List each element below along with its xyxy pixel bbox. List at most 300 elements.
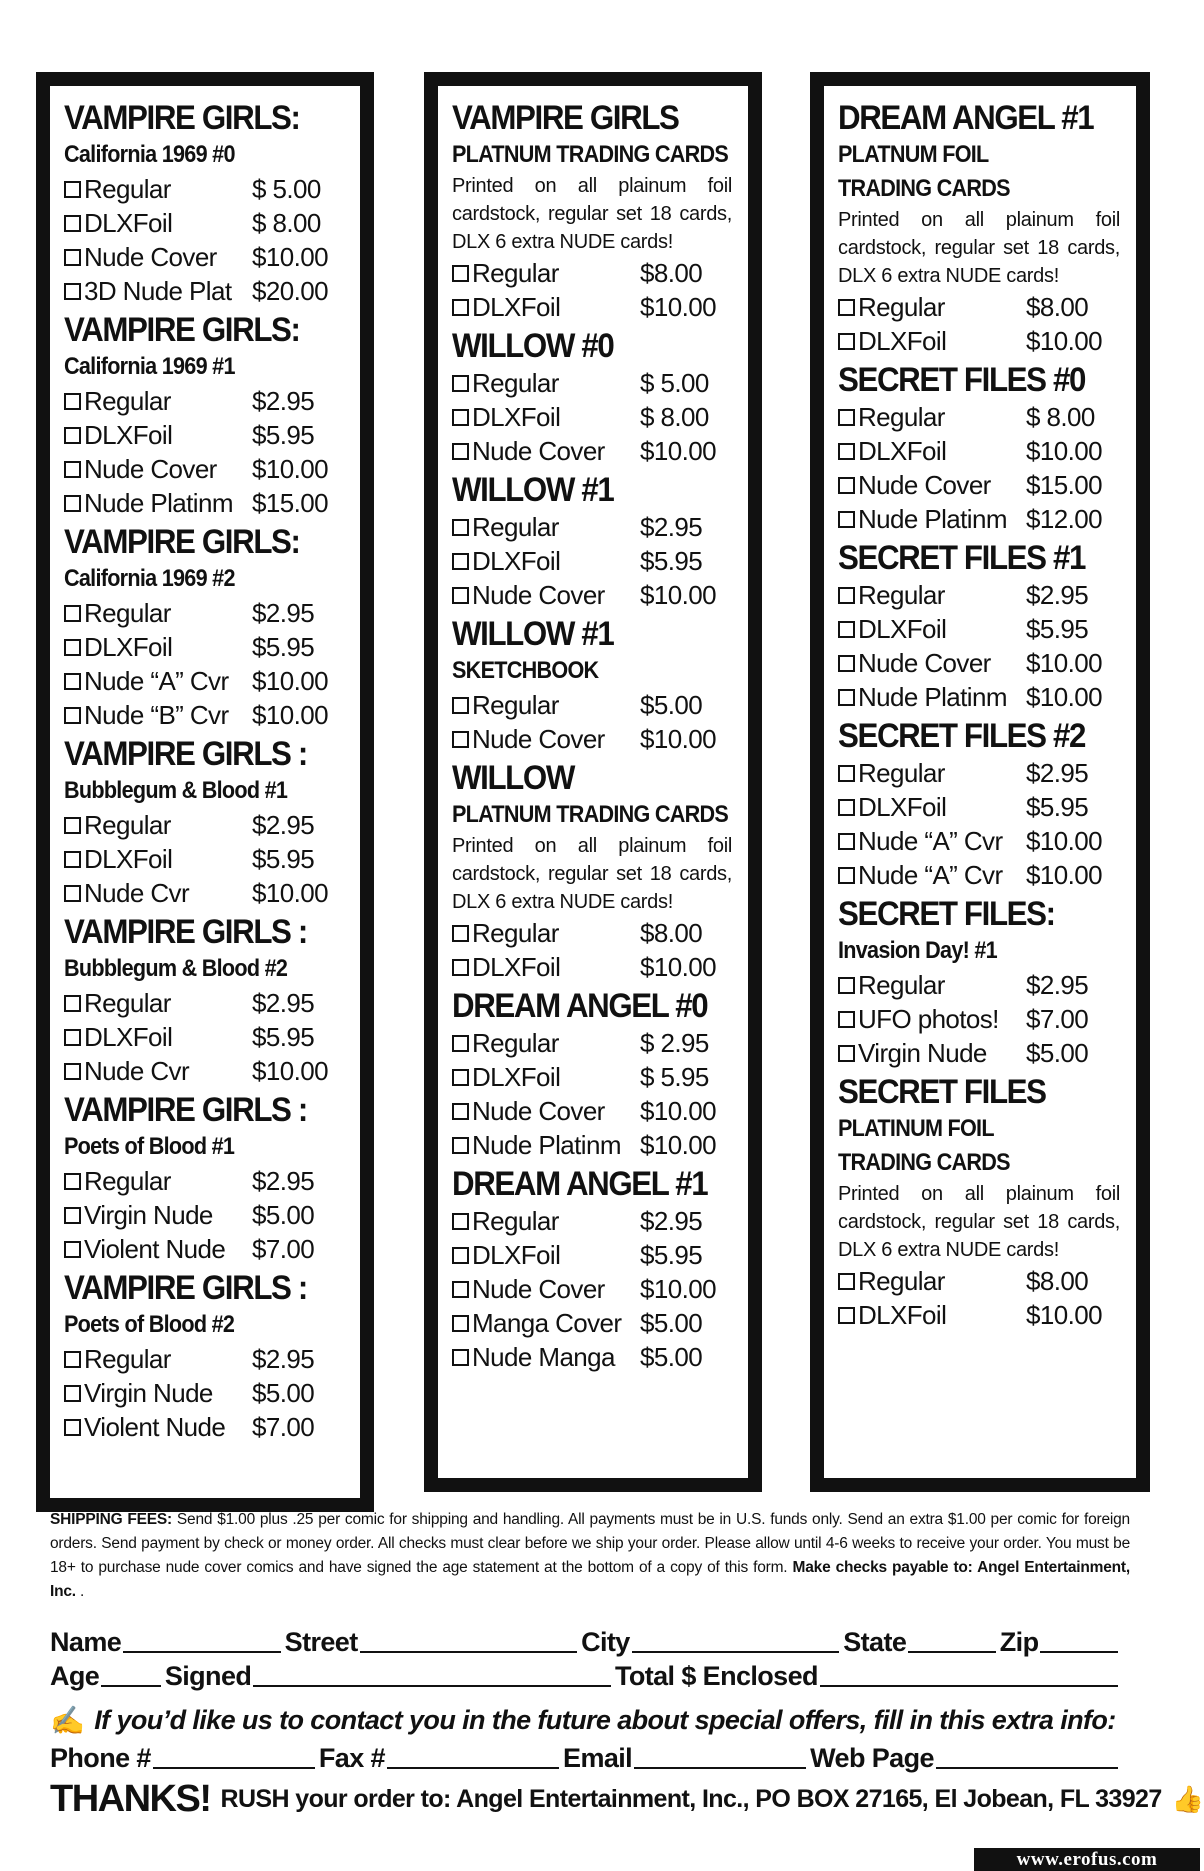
order-column-1 bbox=[36, 72, 374, 1512]
section-subtitle: PLATNUM TRADING CARDS bbox=[452, 801, 729, 828]
order-item bbox=[838, 324, 1122, 358]
checkbox-icon[interactable] bbox=[64, 851, 81, 868]
checkbox-icon[interactable] bbox=[838, 867, 855, 884]
order-item bbox=[452, 688, 734, 722]
order-item bbox=[838, 1036, 1122, 1070]
order-item bbox=[838, 756, 1122, 790]
item-label: Regular bbox=[84, 385, 171, 416]
form-row-address bbox=[50, 1622, 1122, 1658]
order-item bbox=[64, 240, 346, 274]
item-price: $10.00 bbox=[1026, 647, 1102, 678]
item-label: Virgin Nude bbox=[84, 1199, 213, 1230]
thanks-heading: THANKS! bbox=[50, 1778, 211, 1820]
item-price: $15.00 bbox=[1026, 469, 1102, 500]
checkbox-icon[interactable] bbox=[64, 215, 81, 232]
order-item bbox=[64, 986, 346, 1020]
checkbox-icon[interactable] bbox=[838, 765, 855, 782]
item-price: $10.00 bbox=[1026, 325, 1102, 356]
item-label: Nude Cover bbox=[858, 647, 991, 678]
order-item bbox=[838, 434, 1122, 468]
item-label: Regular bbox=[858, 291, 945, 322]
item-price: $10.00 bbox=[640, 723, 716, 754]
order-item bbox=[452, 256, 734, 290]
section-title: VAMPIRE GIRLS : bbox=[64, 735, 307, 773]
item-price: $5.00 bbox=[1026, 1037, 1089, 1068]
item-price: $2.95 bbox=[1026, 579, 1089, 610]
checkbox-icon[interactable] bbox=[838, 833, 855, 850]
special-offers-prompt bbox=[50, 1704, 1130, 1737]
checkbox-icon[interactable] bbox=[64, 427, 81, 444]
order-item bbox=[64, 452, 346, 486]
checkbox-icon[interactable] bbox=[64, 1241, 81, 1258]
checkbox-icon[interactable] bbox=[838, 587, 855, 604]
item-label: Regular bbox=[858, 579, 945, 610]
checkbox-icon[interactable] bbox=[64, 283, 81, 300]
section-title: VAMPIRE GIRLS: bbox=[64, 99, 300, 137]
item-label: UFO photos! bbox=[858, 1003, 999, 1034]
product-section bbox=[838, 360, 1122, 536]
checkbox-icon[interactable] bbox=[64, 1063, 81, 1080]
section-title: SECRET FILES: bbox=[838, 895, 1055, 933]
street-field[interactable] bbox=[360, 1651, 578, 1653]
item-label: Nude Platinm bbox=[84, 487, 233, 518]
order-item bbox=[838, 502, 1122, 536]
checkbox-icon[interactable] bbox=[452, 1281, 469, 1298]
checkbox-icon[interactable] bbox=[64, 1207, 81, 1224]
section-subtitle: PLATNUM TRADING CARDS bbox=[452, 141, 729, 168]
checkbox-icon[interactable] bbox=[838, 1045, 855, 1062]
item-price: $8.00 bbox=[1026, 291, 1089, 322]
item-price: $5.00 bbox=[640, 689, 703, 720]
checkbox-icon[interactable] bbox=[64, 1351, 81, 1368]
order-item bbox=[64, 876, 346, 910]
item-price: $5.95 bbox=[252, 419, 315, 450]
item-price: $2.95 bbox=[1026, 969, 1089, 1000]
item-label: Nude Cvr bbox=[84, 877, 190, 908]
item-label: Regular bbox=[472, 1027, 559, 1058]
mailing-address: RUSH your order to: Angel Entertainment, Inc., PO BOX 27165, El Jobean, FL 33927 bbox=[220, 1785, 1162, 1813]
item-price: $ 5.95 bbox=[640, 1061, 709, 1092]
item-price: $ 8.00 bbox=[252, 207, 321, 238]
order-item bbox=[838, 968, 1122, 1002]
web-page-field[interactable] bbox=[936, 1767, 1118, 1769]
item-price: $10.00 bbox=[252, 877, 328, 908]
checkbox-icon[interactable] bbox=[64, 1173, 81, 1190]
fax-label: Fax # bbox=[318, 1743, 385, 1773]
section-title: WILLOW bbox=[452, 759, 575, 797]
item-price: $10.00 bbox=[252, 241, 328, 272]
item-price: $10.00 bbox=[640, 1129, 716, 1160]
checkbox-icon[interactable] bbox=[452, 265, 469, 282]
form-row-signature bbox=[50, 1656, 1122, 1692]
item-label: Nude Cover bbox=[472, 1095, 605, 1126]
section-subtitle: Bubblegum & Blood #2 bbox=[64, 955, 288, 982]
order-item bbox=[452, 1340, 734, 1374]
item-price: $ 2.95 bbox=[640, 1027, 709, 1058]
item-label: Nude Cover bbox=[472, 579, 605, 610]
product-section bbox=[64, 98, 346, 308]
order-column-2 bbox=[424, 72, 762, 1492]
section-subtitle: PLATNUM FOIL bbox=[838, 141, 989, 168]
checkbox-icon[interactable] bbox=[64, 673, 81, 690]
phone-field[interactable] bbox=[153, 1767, 315, 1769]
item-price: $7.00 bbox=[1026, 1003, 1089, 1034]
item-label: Regular bbox=[84, 809, 171, 840]
shipping-tail: . bbox=[75, 1583, 85, 1600]
product-section bbox=[452, 326, 734, 468]
item-price: $15.00 bbox=[252, 487, 328, 518]
order-item bbox=[452, 1060, 734, 1094]
checkbox-icon[interactable] bbox=[838, 977, 855, 994]
order-item bbox=[452, 510, 734, 544]
item-price: $ 8.00 bbox=[1026, 401, 1095, 432]
section-title: VAMPIRE GIRLS : bbox=[64, 913, 307, 951]
order-item bbox=[452, 950, 734, 984]
checkbox-icon[interactable] bbox=[64, 817, 81, 834]
checkbox-icon[interactable] bbox=[64, 995, 81, 1012]
item-label: Regular bbox=[84, 987, 171, 1018]
checkbox-icon[interactable] bbox=[452, 553, 469, 570]
checkbox-icon[interactable] bbox=[452, 731, 469, 748]
product-section bbox=[452, 1164, 734, 1374]
section-subtitle: California 1969 #0 bbox=[64, 141, 235, 168]
product-section bbox=[838, 716, 1122, 892]
checkbox-icon[interactable] bbox=[64, 461, 81, 478]
item-label: DLXFoil bbox=[84, 419, 173, 450]
product-section bbox=[452, 98, 734, 324]
item-label: Nude Cover bbox=[472, 435, 605, 466]
item-label: Regular bbox=[472, 689, 559, 720]
product-section bbox=[64, 1268, 346, 1444]
order-item bbox=[64, 664, 346, 698]
item-label: Nude Platinm bbox=[472, 1129, 621, 1160]
item-price: $10.00 bbox=[640, 435, 716, 466]
checkbox-icon[interactable] bbox=[838, 443, 855, 460]
checkbox-icon[interactable] bbox=[838, 333, 855, 350]
product-section bbox=[838, 894, 1122, 1070]
item-label: Nude Cover bbox=[472, 1273, 605, 1304]
item-price: $5.95 bbox=[1026, 791, 1089, 822]
item-price: $7.00 bbox=[252, 1411, 315, 1442]
item-price: $5.00 bbox=[640, 1341, 703, 1372]
watermark-bar bbox=[974, 1848, 1200, 1871]
product-section bbox=[452, 470, 734, 612]
item-label: Nude Manga bbox=[472, 1341, 615, 1372]
checkbox-icon[interactable] bbox=[64, 495, 81, 512]
checkbox-icon[interactable] bbox=[838, 409, 855, 426]
checkbox-icon[interactable] bbox=[838, 1011, 855, 1028]
city-field[interactable] bbox=[632, 1651, 840, 1653]
order-item bbox=[64, 1020, 346, 1054]
checkbox-icon[interactable] bbox=[838, 1273, 855, 1290]
checkbox-icon[interactable] bbox=[452, 1137, 469, 1154]
section-subtitle: California 1969 #1 bbox=[64, 353, 235, 380]
item-label: Nude Cvr bbox=[84, 1055, 190, 1086]
item-label: Nude Platinm bbox=[858, 503, 1007, 534]
item-label: DLXFoil bbox=[472, 545, 561, 576]
item-price: $5.00 bbox=[252, 1377, 315, 1408]
item-price: $2.95 bbox=[252, 385, 315, 416]
item-price: $2.95 bbox=[252, 1343, 315, 1374]
checkbox-icon[interactable] bbox=[838, 655, 855, 672]
fax-field[interactable] bbox=[387, 1767, 559, 1769]
item-price: $10.00 bbox=[252, 453, 328, 484]
order-item bbox=[838, 290, 1122, 324]
item-label: Nude Cover bbox=[472, 723, 605, 754]
item-price: $5.95 bbox=[1026, 613, 1089, 644]
item-price: $10.00 bbox=[1026, 435, 1102, 466]
checkbox-icon[interactable] bbox=[452, 1247, 469, 1264]
item-price: $10.00 bbox=[640, 1273, 716, 1304]
item-price: $5.95 bbox=[640, 545, 703, 576]
item-price: $7.00 bbox=[252, 1233, 315, 1264]
special-offers-text: If you’d like us to contact you in the future about special offers, fill in this extra info: bbox=[94, 1705, 1116, 1735]
order-item bbox=[452, 1306, 734, 1340]
item-price: $5.00 bbox=[252, 1199, 315, 1230]
section-title: WILLOW #0 bbox=[452, 327, 614, 365]
order-item bbox=[452, 1026, 734, 1060]
checkbox-icon[interactable] bbox=[64, 1029, 81, 1046]
checkbox-icon[interactable] bbox=[452, 1069, 469, 1086]
order-item bbox=[452, 1128, 734, 1162]
product-section bbox=[64, 912, 346, 1088]
product-section bbox=[838, 538, 1122, 714]
order-item bbox=[64, 596, 346, 630]
age-field[interactable] bbox=[101, 1685, 161, 1687]
checkbox-icon[interactable] bbox=[452, 587, 469, 604]
order-item bbox=[64, 1054, 346, 1088]
order-item bbox=[838, 790, 1122, 824]
order-item bbox=[64, 206, 346, 240]
order-item bbox=[64, 1342, 346, 1376]
checkbox-icon[interactable] bbox=[64, 885, 81, 902]
item-label: Nude “A” Cvr bbox=[858, 859, 1003, 890]
checkbox-icon[interactable] bbox=[838, 1307, 855, 1324]
item-label: Regular bbox=[472, 511, 559, 542]
section-subtitle: TRADING CARDS bbox=[838, 1149, 1010, 1176]
web-page-label: Web Page bbox=[810, 1743, 934, 1773]
order-item bbox=[64, 274, 346, 308]
order-item bbox=[64, 842, 346, 876]
checkbox-icon[interactable] bbox=[452, 1103, 469, 1120]
order-item bbox=[838, 578, 1122, 612]
product-section bbox=[452, 758, 734, 984]
checkbox-icon[interactable] bbox=[64, 181, 81, 198]
item-price: $5.95 bbox=[252, 843, 315, 874]
writing-hand-icon: ✍ bbox=[50, 1705, 85, 1736]
checkbox-icon[interactable] bbox=[64, 639, 81, 656]
item-label: DLXFoil bbox=[858, 435, 947, 466]
checkbox-icon[interactable] bbox=[452, 1349, 469, 1366]
city-label: City bbox=[581, 1627, 630, 1657]
checks-payable-text: Make checks payable to: Angel Entertainment, Inc. bbox=[50, 1559, 1130, 1600]
total-enclosed-label: Total $ Enclosed bbox=[614, 1661, 818, 1691]
item-price: $10.00 bbox=[252, 665, 328, 696]
order-item bbox=[64, 630, 346, 664]
item-price: $ 5.00 bbox=[640, 367, 709, 398]
item-label: Regular bbox=[858, 757, 945, 788]
checkbox-icon[interactable] bbox=[64, 1419, 81, 1436]
checkbox-icon[interactable] bbox=[452, 519, 469, 536]
checkbox-icon[interactable] bbox=[452, 925, 469, 942]
item-price: $ 5.00 bbox=[252, 173, 321, 204]
order-item bbox=[452, 916, 734, 950]
checkbox-icon[interactable] bbox=[838, 689, 855, 706]
email-field[interactable] bbox=[634, 1767, 806, 1769]
section-subtitle: California 1969 #2 bbox=[64, 565, 235, 592]
checkbox-icon[interactable] bbox=[452, 443, 469, 460]
checkbox-icon[interactable] bbox=[838, 799, 855, 816]
section-subtitle: Invasion Day! #1 bbox=[838, 937, 997, 964]
section-description: Printed on all plainum foil cardstock, regular set 18 cards, DLX 6 extra NUDE cards! bbox=[452, 835, 732, 913]
order-item bbox=[64, 808, 346, 842]
product-section bbox=[452, 986, 734, 1162]
order-item bbox=[452, 400, 734, 434]
section-description: Printed on all plainum foil cardstock, regular set 18 cards, DLX 6 extra NUDE cards! bbox=[452, 175, 732, 253]
item-price: $10.00 bbox=[640, 951, 716, 982]
item-label: Nude “B” Cvr bbox=[84, 699, 229, 730]
item-label: Regular bbox=[472, 917, 559, 948]
order-item bbox=[838, 468, 1122, 502]
order-item bbox=[838, 1264, 1122, 1298]
checkbox-icon[interactable] bbox=[452, 1035, 469, 1052]
order-item bbox=[838, 646, 1122, 680]
item-label: Virgin Nude bbox=[84, 1377, 213, 1408]
item-price: $10.00 bbox=[252, 699, 328, 730]
name-label: Name bbox=[50, 1627, 122, 1657]
product-section bbox=[64, 310, 346, 520]
shipping-fees-label: SHIPPING FEES: bbox=[50, 1511, 173, 1528]
item-label: DLXFoil bbox=[472, 951, 561, 982]
street-label: Street bbox=[284, 1627, 358, 1657]
checkbox-icon[interactable] bbox=[452, 1315, 469, 1332]
item-label: DLXFoil bbox=[472, 1239, 561, 1270]
item-price: $2.95 bbox=[640, 511, 703, 542]
item-label: Regular bbox=[472, 257, 559, 288]
section-title: VAMPIRE GIRLS : bbox=[64, 1091, 307, 1129]
order-item bbox=[838, 1002, 1122, 1036]
item-label: Regular bbox=[84, 597, 171, 628]
item-price: $ 8.00 bbox=[640, 401, 709, 432]
item-label: Virgin Nude bbox=[858, 1037, 987, 1068]
item-label: Nude Cover bbox=[84, 241, 217, 272]
order-item bbox=[64, 384, 346, 418]
state-label: State bbox=[843, 1627, 907, 1657]
item-label: Regular bbox=[472, 367, 559, 398]
state-field[interactable] bbox=[908, 1651, 996, 1653]
order-item bbox=[64, 172, 346, 206]
thanks-line bbox=[50, 1778, 1204, 1821]
item-price: $2.95 bbox=[252, 1165, 315, 1196]
order-item bbox=[452, 578, 734, 612]
item-label: DLXFoil bbox=[84, 207, 173, 238]
product-section bbox=[64, 1090, 346, 1266]
item-price: $2.95 bbox=[1026, 757, 1089, 788]
checkbox-icon[interactable] bbox=[64, 605, 81, 622]
item-price: $8.00 bbox=[640, 917, 703, 948]
checkbox-icon[interactable] bbox=[838, 511, 855, 528]
total-enclosed-field[interactable] bbox=[820, 1685, 1118, 1687]
order-item bbox=[838, 400, 1122, 434]
order-item bbox=[64, 698, 346, 732]
thumbs-up-icon: 👍 bbox=[1171, 1784, 1204, 1814]
item-label: DLXFoil bbox=[858, 325, 947, 356]
item-label: Regular bbox=[472, 1205, 559, 1236]
checkbox-icon[interactable] bbox=[452, 375, 469, 392]
item-label: DLXFoil bbox=[84, 631, 173, 662]
order-item bbox=[452, 434, 734, 468]
checkbox-icon[interactable] bbox=[452, 697, 469, 714]
signed-field[interactable] bbox=[253, 1685, 611, 1687]
item-label: DLXFoil bbox=[472, 1061, 561, 1092]
checkbox-icon[interactable] bbox=[452, 1213, 469, 1230]
item-price: $10.00 bbox=[1026, 825, 1102, 856]
checkbox-icon[interactable] bbox=[452, 409, 469, 426]
email-label: Email bbox=[563, 1743, 633, 1773]
item-label: Violent Nude bbox=[84, 1233, 226, 1264]
section-title: VAMPIRE GIRLS : bbox=[64, 1269, 307, 1307]
checkbox-icon[interactable] bbox=[64, 1385, 81, 1402]
item-price: $8.00 bbox=[640, 257, 703, 288]
order-item bbox=[452, 1094, 734, 1128]
item-price: $10.00 bbox=[1026, 1299, 1102, 1330]
item-price: $10.00 bbox=[1026, 859, 1102, 890]
item-price: $10.00 bbox=[640, 579, 716, 610]
checkbox-icon[interactable] bbox=[64, 393, 81, 410]
zip-field[interactable] bbox=[1040, 1651, 1118, 1653]
shipping-fees-notice bbox=[50, 1508, 1130, 1604]
section-title: DREAM ANGEL #1 bbox=[452, 1165, 708, 1203]
checkbox-icon[interactable] bbox=[452, 299, 469, 316]
item-price: $20.00 bbox=[252, 275, 328, 306]
checkbox-icon[interactable] bbox=[452, 959, 469, 976]
section-description: Printed on all plainum foil cardstock, regular set 18 cards, DLX 6 extra NUDE cards! bbox=[838, 1183, 1120, 1261]
section-title: DREAM ANGEL #1 bbox=[838, 99, 1094, 137]
product-section bbox=[838, 98, 1122, 358]
product-section bbox=[838, 1072, 1122, 1332]
order-item bbox=[64, 1376, 346, 1410]
section-description: Printed on all plainum foil cardstock, regular set 18 cards, DLX 6 extra NUDE cards! bbox=[838, 209, 1120, 287]
name-field[interactable] bbox=[123, 1651, 281, 1653]
order-item bbox=[64, 1232, 346, 1266]
section-title: SECRET FILES bbox=[838, 1073, 1046, 1111]
item-price: $8.00 bbox=[1026, 1265, 1089, 1296]
item-price: $10.00 bbox=[252, 1055, 328, 1086]
item-label: DLXFoil bbox=[84, 843, 173, 874]
item-price: $5.00 bbox=[640, 1307, 703, 1338]
order-item bbox=[452, 1272, 734, 1306]
product-section bbox=[64, 522, 346, 732]
checkbox-icon[interactable] bbox=[64, 707, 81, 724]
shipping-fees-text: Send $1.00 plus .25 per comic for shipping and handling. All payments must be in U.S. funds only. Send an extra $1.00 per comic for foreign orders. Send payment by check or money order. All checks must clear before we ship your order. Please allow until 4-6 weeks to receive your order. You must be 18+ to purchase nude cover comics and have signed the age statement at the bottom of a copy of this form. bbox=[50, 1511, 1130, 1576]
watermark-text: www.erofus.com bbox=[1016, 1849, 1158, 1870]
item-label: DLXFoil bbox=[858, 613, 947, 644]
checkbox-icon[interactable] bbox=[838, 299, 855, 316]
form-row-contact bbox=[50, 1738, 1122, 1774]
item-label: DLXFoil bbox=[472, 401, 561, 432]
order-item bbox=[838, 858, 1122, 892]
checkbox-icon[interactable] bbox=[64, 249, 81, 266]
product-section bbox=[64, 734, 346, 910]
product-section bbox=[452, 614, 734, 756]
order-item bbox=[64, 1410, 346, 1444]
checkbox-icon[interactable] bbox=[838, 477, 855, 494]
section-subtitle: SKETCHBOOK bbox=[452, 657, 599, 684]
order-item bbox=[64, 418, 346, 452]
section-title: VAMPIRE GIRLS: bbox=[64, 311, 300, 349]
item-label: Nude “A” Cvr bbox=[84, 665, 229, 696]
checkbox-icon[interactable] bbox=[838, 621, 855, 638]
